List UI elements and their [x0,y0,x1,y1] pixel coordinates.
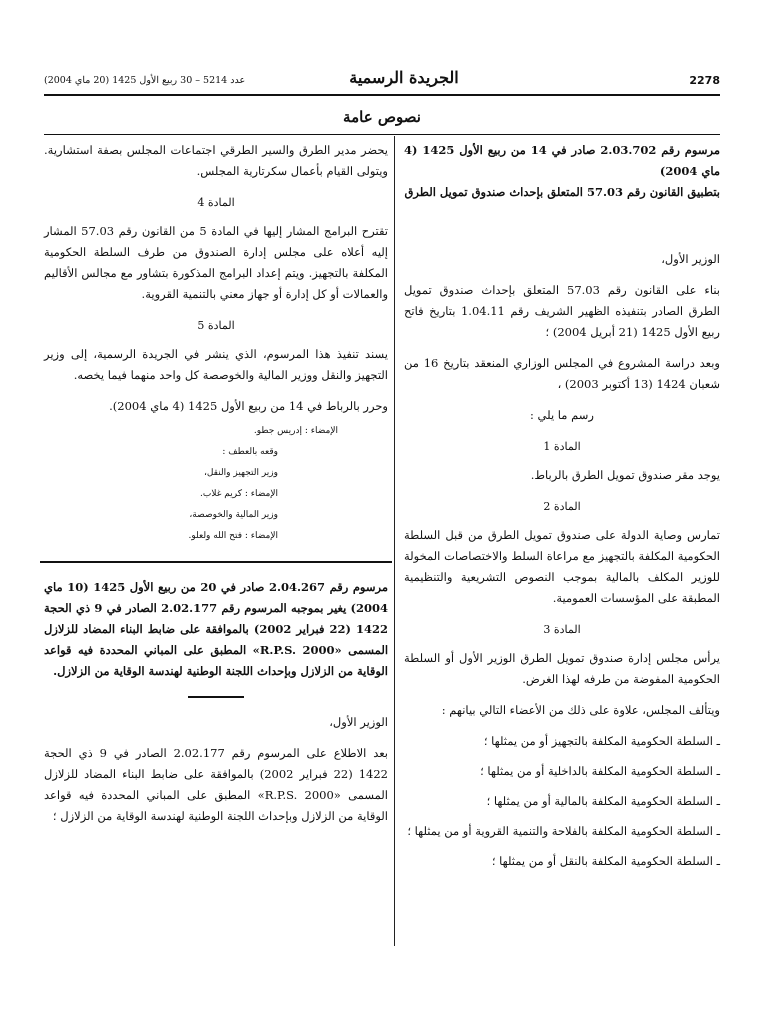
sig1-title: وزير التجهيز والنقل، [203,468,278,478]
member-item: ـ السلطة الحكومية المكلفة بالمالية أو من يمثلها ؛ [486,794,720,808]
sig2-name: الإمضاء : فتح الله ولعلو. [188,531,278,541]
sig2-title: وزير المالية والخوصصة، [189,510,278,520]
issue-info: عدد 5214 – 30 ربيع الأول 1425 (20 ماي 2004) [44,75,246,86]
article1-title: المادة 1 [543,440,581,453]
article2-text: تمارس وصاية الدولة على صندوق تمويل الطرق من قبل السلطة الحكومية المكلفة بالتجهيز مع مراعاة السلط والاختصاصات المخولة للوزير المكلف بالمالية بموجب النصوص التشريعية والتنظيمية المطبقة على المؤسسات العمومية. [404,528,720,605]
done-at: وحرر بالرباط في 14 من ربيع الأول 1425 (4 ماي 2004). [109,399,388,413]
journal-title: الجريدة الرسمية [349,68,459,87]
sig1-name: الإمضاء : كريم غلاب. [199,489,278,499]
article3-title: المادة 3 [543,623,581,636]
member-item: ـ السلطة الحكومية المكلفة بالتجهيز أو من يمثلها ؛ [483,734,720,748]
decree2-title: مرسوم رقم 2.04.267 صادر في 20 من ربيع الأول 1425 (10 ماي 2004) يغير بموجبه المرسوم رقم 2.02.177 الصادر في 9 ذي الحجة 1422 (22 فبراير 2002) بالموافقة على ضابط البناء المضاد للزلازل المسمى «R.P.S. 2000» المطبق على المباني المحددة فيه قواعد الوقاية من الزلازل وبإحداث اللجنة الوطنية لهندسة الوقاية من الزلازل. [44,580,389,678]
page-number: 2278 [689,74,720,87]
member-item: ـ السلطة الحكومية المكلفة بالداخلية أو من يمثلها ؛ [480,764,720,778]
member-item: ـ السلطة الحكومية المكلفة بالفلاحة والتنمية القروية أو من يمثلها ؛ [407,824,720,838]
minister2-heading: الوزير الأول، [329,715,388,729]
left-column [44,140,388,837]
article5-title: المادة 5 [197,319,235,332]
member-item: ـ السلطة الحكومية المكلفة بالنقل أو من يمثلها ؛ [491,854,720,868]
signature-block [44,421,388,547]
article3-text: يرأس مجلس إدارة صندوق تمويل الطرق الوزير الأول أو السلطة الحكومية المفوضة من طرفه لهذا الغرض. [404,651,720,686]
decree-title-line1: مرسوم رقم 2.03.702 صادر في 14 من ربيع الأول 1425 (4 ماي 2004) [404,143,721,178]
decree-title-line2: بتطبيق القانون رقم 57.03 المتعلق بإحداث صندوق تمويل الطرق [404,185,720,199]
article2-title: المادة 2 [543,500,581,513]
preamble-para1: بناء على القانون رقم 57.03 المتعلق بإحداث صندوق تمويل الطرق الصادر بتنفيذه الظهير الشريف رقم 1.04.11 بتاريخ فاتح ربيع الأول 1425 (21 أبريل 2004) ؛ [404,283,720,339]
title-separator [188,696,244,698]
council-para: يحضر مدير الطرق والسير الطرقي اجتماعات المجلس بصفة استشارية. ويتولى القيام بأعمال سكرتارية المجلس. [44,143,388,178]
article1-text: يوجد مقر صندوق تمويل الطرق بالرباط. [530,468,720,482]
article5-text: يسند تنفيذ هذا المرسوم، الذي ينشر في الجريدة الرسمية، إلى وزير التجهيز والنقل ووزير المالية والخوصصة كل واحد منهما فيما يخصه. [44,347,388,382]
decrees-line: رسم ما يلي : [530,408,594,422]
decree-separator [40,561,392,563]
page-header [44,66,720,96]
article4-text: تقترح البرامج المشار إليها في المادة 5 من القانون رقم 57.03 المشار إليه أعلاه على مجلس إدارة الصندوق من طرف السلطة الحكومية المكلفة بالتجهيز. ويتم إعداد البرامج المذكورة بتشاور مع مجالس الأقاليم والعمالات أو كل إدارة أو جهاز معني بالتنمية القروية. [44,224,388,301]
prime-minister-signature: الإمضاء : إدريس جطو. [253,426,338,436]
right-column [404,140,720,881]
section-title: نصوص عامة [44,100,720,135]
preamble-para2: وبعد دراسة المشروع في المجلس الوزاري المنعقد بتاريخ 16 من شعبان 1424 (13 أكتوبر 2003) ، [404,356,720,391]
preamble-last: بعد الاطلاع على المرسوم رقم 2.02.177 الصادر في 9 ذي الحجة 1422 (22 فبراير 2002) بالموافقة على ضابط البناء المضاد للزلازل المسمى «R.P.S. 2000» المطبق على المباني المحددة فيه قواعد الوقاية من الزلازل وبإحداث اللجنة الوطنية لهندسة الوقاية من الزلازل ؛ [44,746,388,823]
minister-heading: الوزير الأول، [661,252,720,266]
article4-title: المادة 4 [197,196,235,209]
column-divider [394,136,395,946]
article3-intro: ويتألف المجلس، علاوة على ذلك من الأعضاء التالي بيانهم : [441,703,720,717]
countersigned-label: وقعه بالعطف : [222,447,278,457]
